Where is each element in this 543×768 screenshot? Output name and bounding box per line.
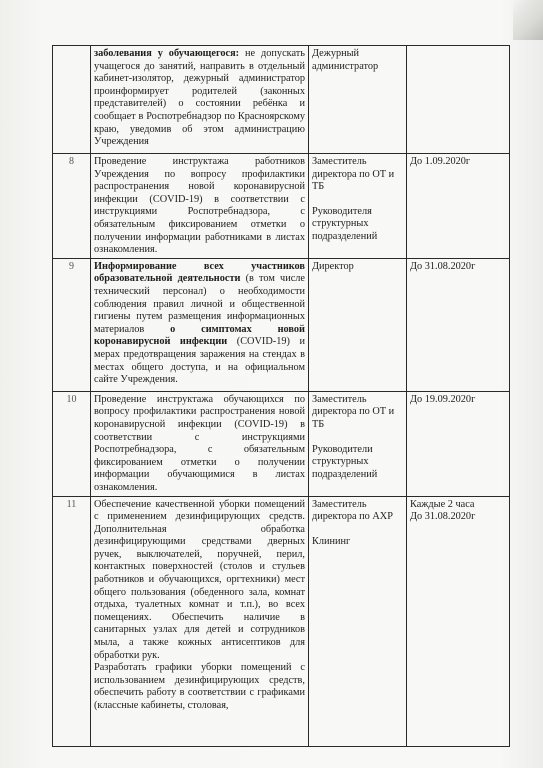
- table-row: [53, 46, 510, 154]
- responsible-cell: [309, 496, 407, 746]
- responsible-primary: Заместитель директора по АХР: [312, 498, 393, 523]
- table-row: [53, 496, 510, 746]
- responsible-primary: Директор: [312, 260, 354, 272]
- deadline-cell: До 1.09.2020г: [407, 154, 510, 259]
- responsible-primary: Заместитель директора по ОТ и ТБ: [312, 156, 395, 193]
- deadline-cell: До 19.09.2020г: [407, 391, 510, 496]
- deadline-cell: [407, 46, 510, 154]
- row-number: 9: [53, 258, 91, 391]
- bold-text: о симптомах новой коронавирусной инфекции: [94, 323, 305, 348]
- measures-table: [52, 45, 510, 747]
- plain-text: (COVID-19) и мерах предотвращения заражения на стендах в местах общего доступа, и на официальном сайте Учреждения.: [94, 336, 305, 386]
- responsible-cell: [309, 258, 407, 391]
- row-number: 11: [53, 496, 91, 746]
- responsible-secondary: Руководителя структурных подразделений: [312, 205, 378, 242]
- bold-text: Информирование всех участников образовательной деятельности: [94, 260, 305, 285]
- row-number: 10: [53, 391, 91, 496]
- responsible-cell: [309, 391, 407, 496]
- description-paragraph: Разработать графики уборки помещений с использованием дезинфицирующих средств, обеспечить работу в соответствии с графиками (классные кабинеты, столовая,: [94, 662, 305, 711]
- row-number: 8: [53, 154, 91, 259]
- measure-description: Проведение инструктажа обучающихся по вопросу профилактики распространения новой коронавирусной инфекции (COVID-19) в соответствии с инструкциями Роспотребнадзора, с обязательным фиксированием отметки о получении информации обучающимися в листах ознакомления.: [91, 391, 309, 496]
- deadline-cell: До 31.08.2020г: [407, 258, 510, 391]
- bold-text: заболевания у обучающегося:: [94, 48, 240, 59]
- responsible-cell: [309, 154, 407, 259]
- responsible-secondary: Клининг: [312, 535, 351, 547]
- table-row: [53, 258, 510, 391]
- deadline-frequency: Каждые 2 часа: [410, 498, 475, 510]
- plain-text: (в том числе технический персонал) о необходимости соблюдения правил личной и общественной гигиены путем размещения информационных материалов: [94, 273, 305, 335]
- measure-description: [91, 46, 309, 154]
- table-row: [53, 154, 510, 259]
- deadline-cell: [407, 496, 510, 746]
- page-corner-shadow: [513, 0, 543, 40]
- description-paragraph: Обеспечение качественной уборки помещений с применением дезинфицирующих средств. Дополнительная обработка дезинфицирующими средствами дверных ручек, выключателей, поручней, перил, контактных поверхностей (столов и стульев работников и обучающихся, оргтехники) мест общего пользования (обеденного зала, комнат отдыха, туалетных комнат и т.п.), во всех помещениях. Обеспечить наличие в санитарных узлах для детей и сотрудников мыла, а также кожных антисептиков для обработки рук.: [94, 498, 305, 661]
- plain-text: не допускать учащегося до занятий, направить в отдельный кабинет-изолятор, дежурный администратор проинформирует родителей (законных представителей) о состоянии ребёнка и сообщает в Роспотребнадзор по Красноярскому краю, уведомив об этом администрацию Учреждения: [94, 48, 305, 148]
- measure-description: [91, 496, 309, 746]
- responsible-primary: Дежурный администратор: [312, 48, 379, 72]
- responsible-cell: [309, 46, 407, 154]
- responsible-primary: Заместитель директора по ОТ и ТБ: [312, 393, 395, 430]
- measure-description: [91, 258, 309, 391]
- row-number: [53, 46, 91, 154]
- responsible-secondary: Руководители структурных подразделений: [312, 443, 378, 480]
- table-row: [53, 391, 510, 496]
- deadline-date: До 31.08.2020г: [410, 511, 476, 523]
- measure-description: Проведение инструктажа работников Учреждения по вопросу профилактики распространения новой коронавирусной инфекции (COVID-19) в соответствии с инструкциями Роспотребнадзора, с обязательным фиксированием отметки о получении информации работниками в листах ознакомления.: [91, 154, 309, 259]
